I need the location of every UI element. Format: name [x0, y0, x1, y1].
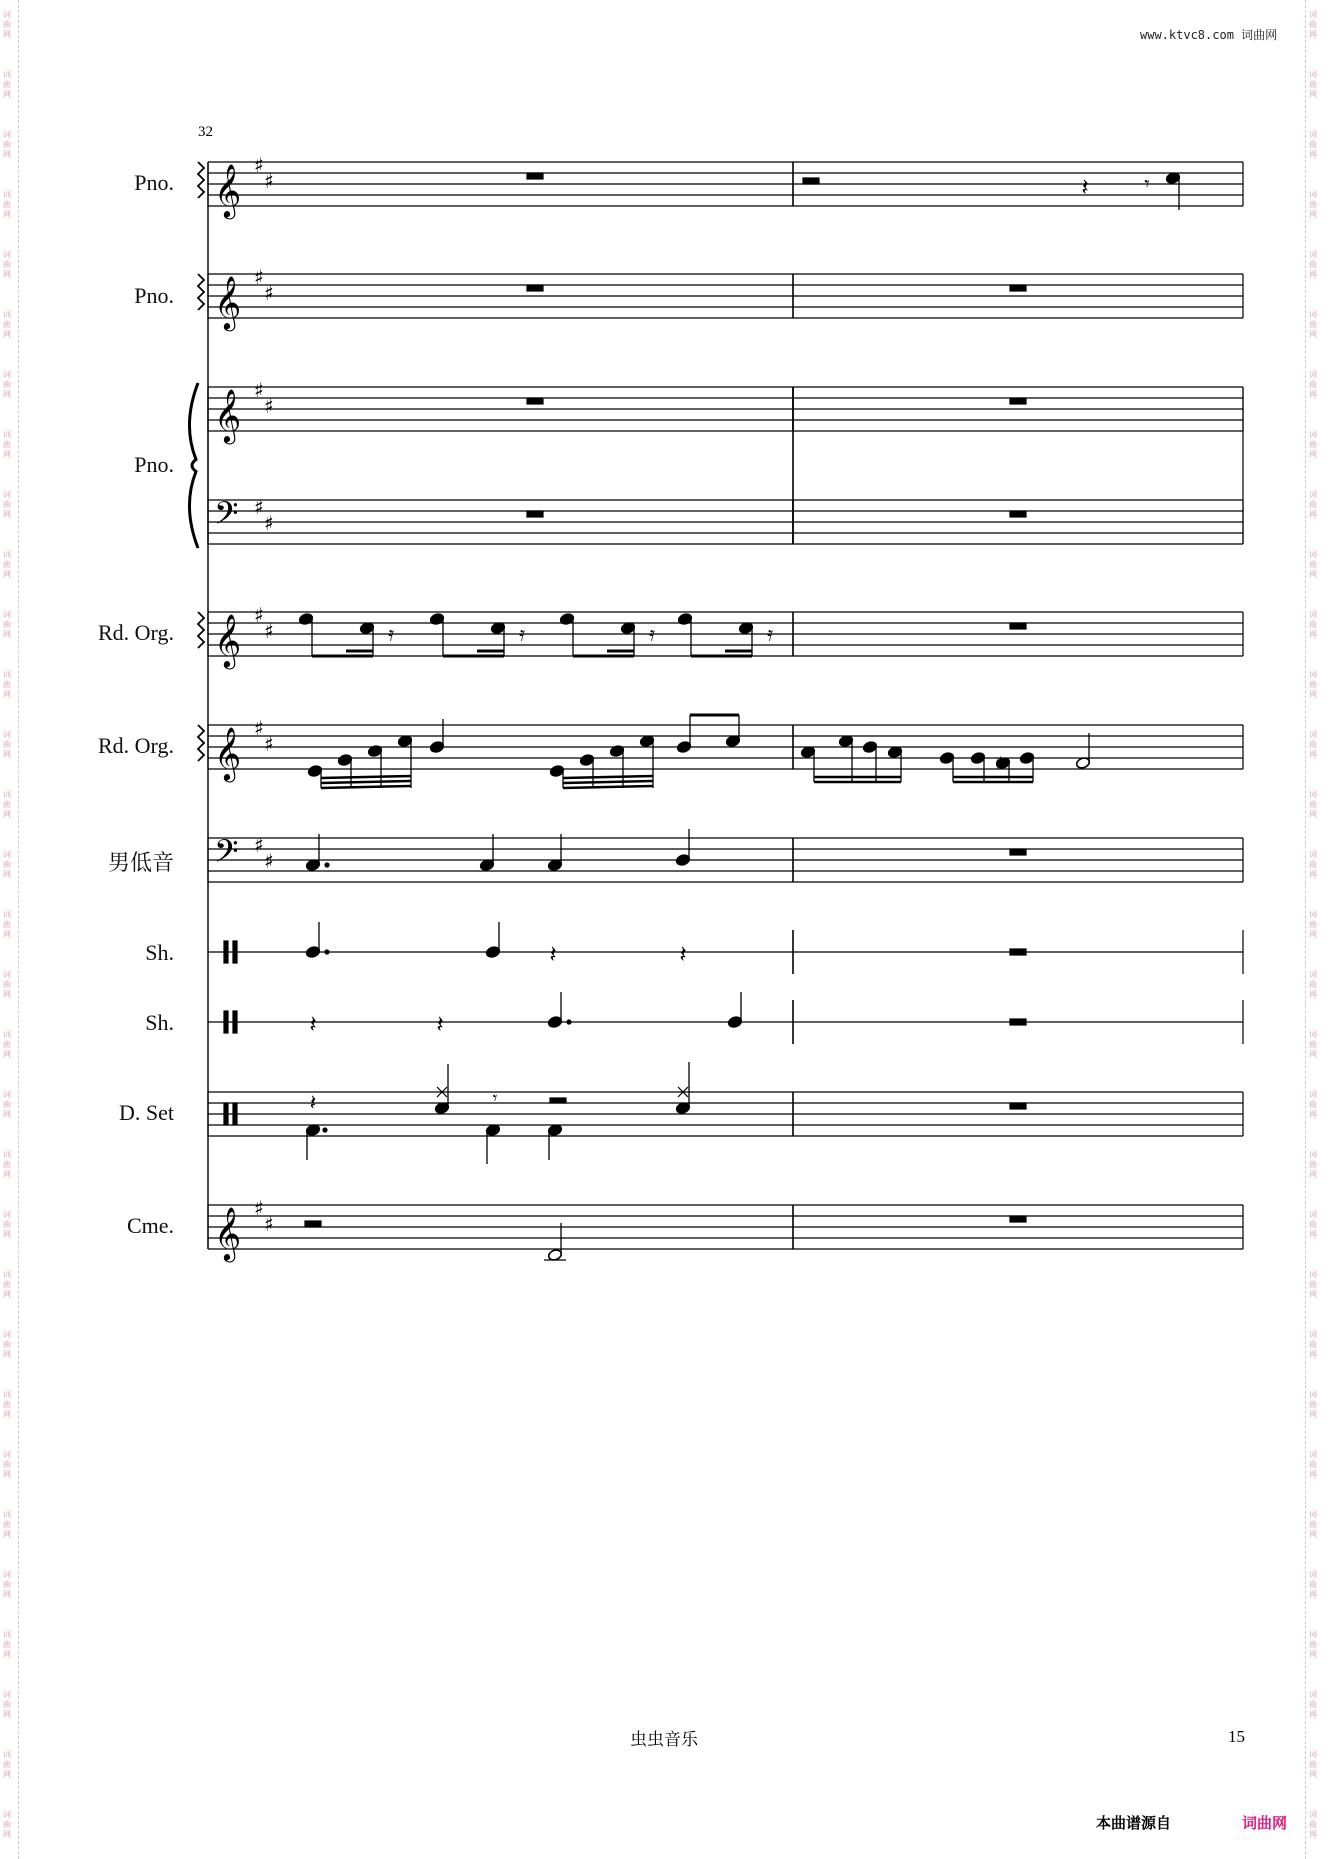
staff-reed-organ-2-treble-clef-icon: 𝄞	[214, 726, 242, 780]
grand-staff-brace-icon	[189, 383, 198, 548]
watermark-text: 词 曲 网	[3, 1690, 11, 1719]
watermark-text: 词 曲 网	[1309, 1330, 1317, 1359]
watermark-text: 词 曲 网	[3, 1630, 11, 1659]
staff-drum-set-quarter-rest-icon: 𝄽	[309, 1091, 317, 1116]
watermark-text: 词 曲 网	[3, 10, 11, 39]
staff-piano-1-treble-clef-icon: 𝄞	[214, 163, 242, 217]
staff-label-reed-organ-2: Rd. Org.	[98, 733, 174, 758]
staff-shaker-2-quarter-rest-icon: 𝄽	[436, 1010, 444, 1038]
watermark-text: 词 曲 网	[1309, 1810, 1317, 1839]
staff-label-bass-voice: 男低音	[107, 850, 174, 875]
watermark-text: 词 曲 网	[1309, 850, 1317, 879]
watermark-text: 词 曲 网	[1309, 550, 1317, 579]
watermark-text: 词 曲 网	[3, 610, 11, 639]
watermark-text: 词 曲 网	[1309, 790, 1317, 819]
watermark-text: 词 曲 网	[1309, 370, 1317, 399]
staff-cme-treble-clef-icon: 𝄞	[214, 1206, 242, 1260]
staff-drum-set-dot	[323, 1128, 327, 1132]
watermark-text: 词 曲 网	[3, 1810, 11, 1839]
staff-shaker-2-whole-rest-icon	[1010, 1019, 1026, 1025]
watermark-text: 词 曲 网	[1309, 1450, 1317, 1479]
staff-reed-organ-2-sharp-icon: ♯	[995, 753, 1004, 774]
staff-reed-organ-1-sharp-icon: ♯	[264, 619, 274, 643]
staff-reed-organ-2-beam	[563, 786, 653, 788]
staff-reed-organ-1-sharp-icon: ♯	[254, 603, 264, 627]
staff-reed-organ-2-instrument-bracket-icon	[198, 725, 204, 761]
measure-number: 32	[198, 124, 213, 140]
staff-piano-2-sharp-icon: ♯	[264, 281, 274, 305]
staff-piano-grand-treble-sharp-icon: ♯	[254, 378, 264, 402]
staff-reed-organ-2-sharp-icon: ♯	[264, 732, 274, 756]
staff-reed-organ-2-beam	[321, 776, 411, 778]
watermark-text: 词 曲 网	[1309, 10, 1317, 39]
staff-drum-set-half-rest-icon	[550, 1098, 566, 1103]
watermark-text: 词 曲 网	[1309, 1210, 1317, 1239]
staff-drum-set-whole-rest-icon	[1010, 1103, 1026, 1109]
staff-shaker-1-whole-rest-icon	[1010, 949, 1026, 955]
watermark-text: 词 曲 网	[3, 850, 11, 879]
footer-center-text: 虫虫音乐	[630, 1730, 698, 1750]
watermark-text: 词 曲 网	[3, 190, 11, 219]
staff-label-shaker-1: Sh.	[145, 940, 174, 965]
watermark-text: 词 曲 网	[3, 490, 11, 519]
watermark-text: 词 曲 网	[1309, 910, 1317, 939]
watermark-text: 词 曲 网	[3, 250, 11, 279]
watermark-text: 词 曲 网	[1309, 670, 1317, 699]
watermark-text: 词 曲 网	[3, 550, 11, 579]
watermark-text: 词 曲 网	[1309, 1690, 1317, 1719]
staff-drum-set-perc-clef-icon	[224, 1103, 228, 1125]
staff-piano-grand-bass-sharp-icon: ♯	[254, 495, 264, 519]
staff-shaker-1-quarter-rest-icon: 𝄽	[549, 940, 557, 968]
watermark-text: 词 曲 网	[3, 1510, 11, 1539]
watermark-text: 词 曲 网	[1309, 1750, 1317, 1779]
staff-piano-1-half-rest-icon	[803, 178, 819, 184]
staff-reed-organ-2-sharp-icon: ♯	[254, 716, 264, 740]
staff-reed-organ-2-beam	[563, 776, 653, 778]
staff-shaker-2-quarter-rest-icon: 𝄽	[309, 1010, 317, 1038]
staff-piano-1-quarter-rest-icon: 𝄽	[1081, 173, 1089, 201]
staff-label-reed-organ-1: Rd. Org.	[98, 620, 174, 645]
staff-piano-2-sharp-icon: ♯	[254, 265, 264, 289]
watermark-text: 词 曲 网	[3, 1090, 11, 1119]
staff-piano-grand-bass-whole-rest-icon	[527, 511, 543, 517]
watermark-text: 词 曲 网	[3, 1330, 11, 1359]
staff-shaker-1-dot	[325, 950, 329, 954]
staff-shaker-2-perc-clef-icon	[233, 1011, 237, 1033]
staff-reed-organ-1-sixteenth-rest-icon: 𝄿	[648, 621, 656, 646]
watermark-text: 词 曲 网	[1309, 70, 1317, 99]
watermark-text: 词 曲 网	[1309, 730, 1317, 759]
watermark-text: 词 曲 网	[3, 370, 11, 399]
watermark-text: 词 曲 网	[3, 1390, 11, 1419]
staff-shaker-2-perc-clef-icon	[224, 1011, 228, 1033]
watermark-text: 词 曲 网	[3, 730, 11, 759]
watermark-text: 词 曲 网	[3, 1030, 11, 1059]
staff-label-piano-grand: Pno.	[134, 452, 174, 477]
watermark-text: 词 曲 网	[3, 1210, 11, 1239]
watermark-text: 词 曲 网	[3, 130, 11, 159]
staff-drum-set-eighth-rest-icon: 𝄾	[492, 1088, 498, 1109]
staff-bass-voice-sharp-icon: ♯	[254, 833, 264, 857]
page-number: 15	[1228, 1727, 1245, 1746]
watermark-text: 词 曲 网	[1309, 610, 1317, 639]
watermark-text: 词 曲 网	[3, 70, 11, 99]
staff-label-piano-1: Pno.	[134, 170, 174, 195]
staff-drum-set-perc-clef-icon	[233, 1103, 237, 1125]
staff-piano-grand-treble-whole-rest-icon	[1010, 398, 1026, 404]
staff-reed-organ-1-sixteenth-rest-icon: 𝄿	[518, 621, 526, 646]
staff-piano-2-whole-rest-icon	[1010, 285, 1026, 291]
watermark-text: 词 曲 网	[3, 910, 11, 939]
watermark-text: 词 曲 网	[3, 430, 11, 459]
staff-bass-voice-bass-clef-icon: 𝄢	[214, 833, 239, 877]
staff-label-piano-2: Pno.	[134, 283, 174, 308]
staff-reed-organ-2-beam	[563, 781, 653, 783]
staff-piano-2-whole-rest-icon	[527, 285, 543, 291]
staff-piano-1-whole-rest-icon	[527, 173, 543, 179]
staff-label-shaker-2: Sh.	[145, 1010, 174, 1035]
watermark-text: 词 曲 网	[3, 970, 11, 999]
staff-cme-whole-rest-icon	[1010, 1216, 1026, 1222]
watermark-text: 词 曲 网	[1309, 970, 1317, 999]
watermark-text: 词 曲 网	[1309, 130, 1317, 159]
watermark-text: 词 曲 网	[1309, 1630, 1317, 1659]
staff-shaker-2-dot	[567, 1020, 571, 1024]
staff-cme-half-rest-icon	[305, 1221, 321, 1227]
watermark-text: 词 曲 网	[1309, 1090, 1317, 1119]
watermark-text: 词 曲 网	[3, 670, 11, 699]
staff-piano-grand-treble-sharp-icon: ♯	[264, 394, 274, 418]
staff-piano-1-eighth-rest-icon: 𝄾	[1144, 171, 1150, 196]
staff-reed-organ-1-sixteenth-rest-icon: 𝄿	[766, 621, 774, 646]
watermark-text: 词 曲 网	[1309, 490, 1317, 519]
watermark-text: 词 曲 网	[3, 790, 11, 819]
watermark-text: 词 曲 网	[3, 1450, 11, 1479]
staff-shaker-1-quarter-rest-icon: 𝄽	[679, 940, 687, 968]
staff-shaker-1-perc-clef-icon	[224, 941, 228, 963]
staff-piano-grand-treble-treble-clef-icon: 𝄞	[214, 388, 242, 442]
watermark-text: 词 曲 网	[1309, 1150, 1317, 1179]
staff-bass-voice-whole-rest-icon	[1010, 849, 1026, 855]
staff-reed-organ-1-instrument-bracket-icon	[198, 612, 204, 648]
staff-piano-grand-bass-sharp-icon: ♯	[264, 511, 274, 535]
staff-piano-grand-bass-whole-rest-icon	[1010, 511, 1026, 517]
staff-bass-voice-dot	[325, 863, 329, 867]
staff-bass-voice-sharp-icon: ♯	[264, 849, 274, 873]
staff-piano-grand-treble-whole-rest-icon	[527, 398, 543, 404]
source-label: 本曲谱源自	[1096, 1814, 1172, 1832]
staff-piano-1-sharp-icon: ♯	[254, 153, 264, 177]
watermark-text: 词 曲 网	[1309, 310, 1317, 339]
staff-cme-sharp-icon: ♯	[254, 1196, 264, 1220]
watermark-text: 词 曲 网	[1309, 190, 1317, 219]
staff-reed-organ-1-whole-rest-icon	[1010, 623, 1026, 629]
staff-reed-organ-2-beam	[321, 781, 411, 783]
staff-reed-organ-1-treble-clef-icon: 𝄞	[214, 613, 242, 667]
staff-label-drum-set: D. Set	[119, 1100, 174, 1125]
staff-piano-2-treble-clef-icon: 𝄞	[214, 275, 242, 329]
watermark-text: 词 曲 网	[3, 1150, 11, 1179]
staff-piano-2-instrument-bracket-icon	[198, 274, 204, 310]
watermark-text: 词 曲 网	[3, 1570, 11, 1599]
staff-label-cme: Cme.	[126, 1213, 174, 1238]
watermark-text: 词 曲 网	[1309, 1030, 1317, 1059]
watermark-text: 词 曲 网	[3, 1270, 11, 1299]
staff-reed-organ-1-sixteenth-rest-icon: 𝄿	[387, 621, 395, 646]
watermark-text: 词 曲 网	[1309, 250, 1317, 279]
watermark-text: 词 曲 网	[3, 1750, 11, 1779]
staff-piano-1-sharp-icon: ♯	[264, 169, 274, 193]
watermark-text: 词 曲 网	[1309, 1390, 1317, 1419]
watermark-text: 词 曲 网	[1309, 430, 1317, 459]
watermark-text: 词 曲 网	[1309, 1270, 1317, 1299]
watermark-text: 词 曲 网	[3, 310, 11, 339]
staff-cme-sharp-icon: ♯	[264, 1212, 274, 1236]
staff-piano-grand-bass-bass-clef-icon: 𝄢	[214, 495, 239, 539]
watermark-text: 词 曲 网	[1309, 1510, 1317, 1539]
staff-shaker-1-perc-clef-icon	[233, 941, 237, 963]
source-site-link[interactable]: 词曲网	[1242, 1814, 1288, 1832]
staff-piano-1-instrument-bracket-icon	[198, 162, 204, 198]
watermark-text: 词 曲 网	[1309, 1570, 1317, 1599]
staff-reed-organ-2-beam	[321, 786, 411, 788]
site-url[interactable]: www.ktvc8.com 词曲网	[1140, 28, 1278, 42]
